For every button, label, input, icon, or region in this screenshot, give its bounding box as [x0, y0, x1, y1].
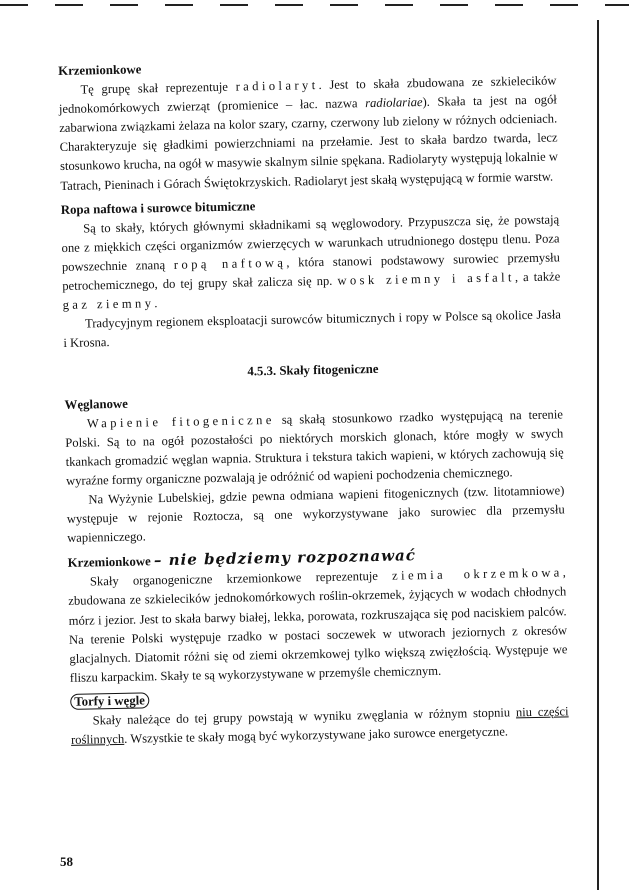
underlined-phrase: niu części roślinnych [70, 704, 569, 747]
heading-krzemionkowe-2: Krzemionkowe – nie będziemy rozpoznawać [67, 546, 417, 571]
scan-dash-top [0, 4, 629, 6]
document-page [58, 52, 569, 750]
handwritten-circle-mark: Torfy i węgle [70, 692, 149, 710]
heading-weglanowe: Węglanowe [64, 396, 128, 412]
section-title-fitogeniczne: 4.5.3. Skały fitogeniczne [247, 362, 379, 379]
heading-krzemionkowe-1: Krzemionkowe [58, 62, 142, 78]
paragraph-jaslo-krosno: Tradycyjnym regionem eksploatacji surowców bitumicznych i ropy w Polsce są okolice Jasła i Krosna. [63, 307, 562, 351]
heading-ropa-naftowa: Ropa naftowa i surowce bitumiczne [60, 198, 256, 217]
paragraph-wyzyna-lubelska: Na Wyżynie Lubelskiej, gdzie pewna odmiana wapieni fitogenicznych (tzw. litotamniowe) występuje w rejonie Roztocza, są one wykorzystywane jako surowiec dla przemysłu wapienniczego. [66, 483, 565, 546]
paragraph-ziemia-okrzemkowa: Skały organogeniczne krzemionkowe reprezentuje ziemia okrzemkowa, zbudowana ze szkielecików jednokomórkowych roślin-okrzemek, żyjących w wodach chłodnych mórz i jezior. Jest to skała barwy białej, lekka, porowata, rozkruszająca się pod naciskiem palców. Na terenie Polski występuje rzadko w postaci soczewek w utworach jeziornych z okresów glacjalnych. Diatomit różni się od ziemi okrzemkowej tylko większą zwięzłością. Występuje we fliszu karpackim. Skały te są wykorzystywane w przemyśle chemicznym. [68, 565, 568, 685]
paragraph-zweglanie: Skały należące do tej grupy powstają w wyniku zwęglania w różnym stopniu niu części roślinnych. Wszystkie te skały mogą być wykorzystywane jako surowce energetyczne. [70, 704, 569, 747]
paragraph-weglowodory: Są to skały, których głównymi składnikami są węglowodory. Przypuszcza się, że powstają one z miękkich części organizmów zwierzęcych w warunkach utrudnionego dostępu tlenu. Poza powszechnie znaną ropą naftową, która stanowi podstawowy surowiec przemysłu petrochemicznego, do tej grupy skał zalicza się np. wosk ziemny i asfalt, a także gaz ziemny. [61, 212, 561, 313]
paragraph-wapienie: Wapienie fitogeniczne są skałą stosunkowo rzadko występującą na terenie Polski. Są to na ogół pozostałości po niektórych morskich glonach, które mogły w swych tkankach gromadzić węglan wapnia. Struktura i tekstura takich wapieni, w których zachowują się wyraźne formy organiczne pozwalają je odróżnić od wapieni pochodzenia chemicznego. [65, 406, 564, 488]
italic-term: radiolariae [365, 95, 423, 111]
scan-edge-right [597, 20, 599, 890]
handwritten-note: – nie będziemy rozpoznawać [153, 546, 417, 570]
spaced-term: radiolaryt [235, 78, 319, 94]
paragraph-radiolaryt: Tę grupę skał reprezentuje radiolaryt. Jest to skała zbudowana ze szkielecików jednokomórkowych zwierząt (promienice – łac. nazwa radiolariae). Skała ta jest na ogół zabarwiona związkami żelaza na kolor szary, czarny, czerwony lub zielony w różnych odcieniach. Charakteryzuje się gładkimi powierzchniami na przełamie. Jest to skała bardzo twarda, lecz stosunkowo krucha, na ogół w masywie skalnym silnie spękana. Radiolaryty występują lokalnie w Tatrach, Pieninach i Górach Świętokrzyskich. Radiolaryt jest skałą występującą w formie warstw. [58, 73, 559, 193]
page-number: 58 [60, 854, 73, 869]
